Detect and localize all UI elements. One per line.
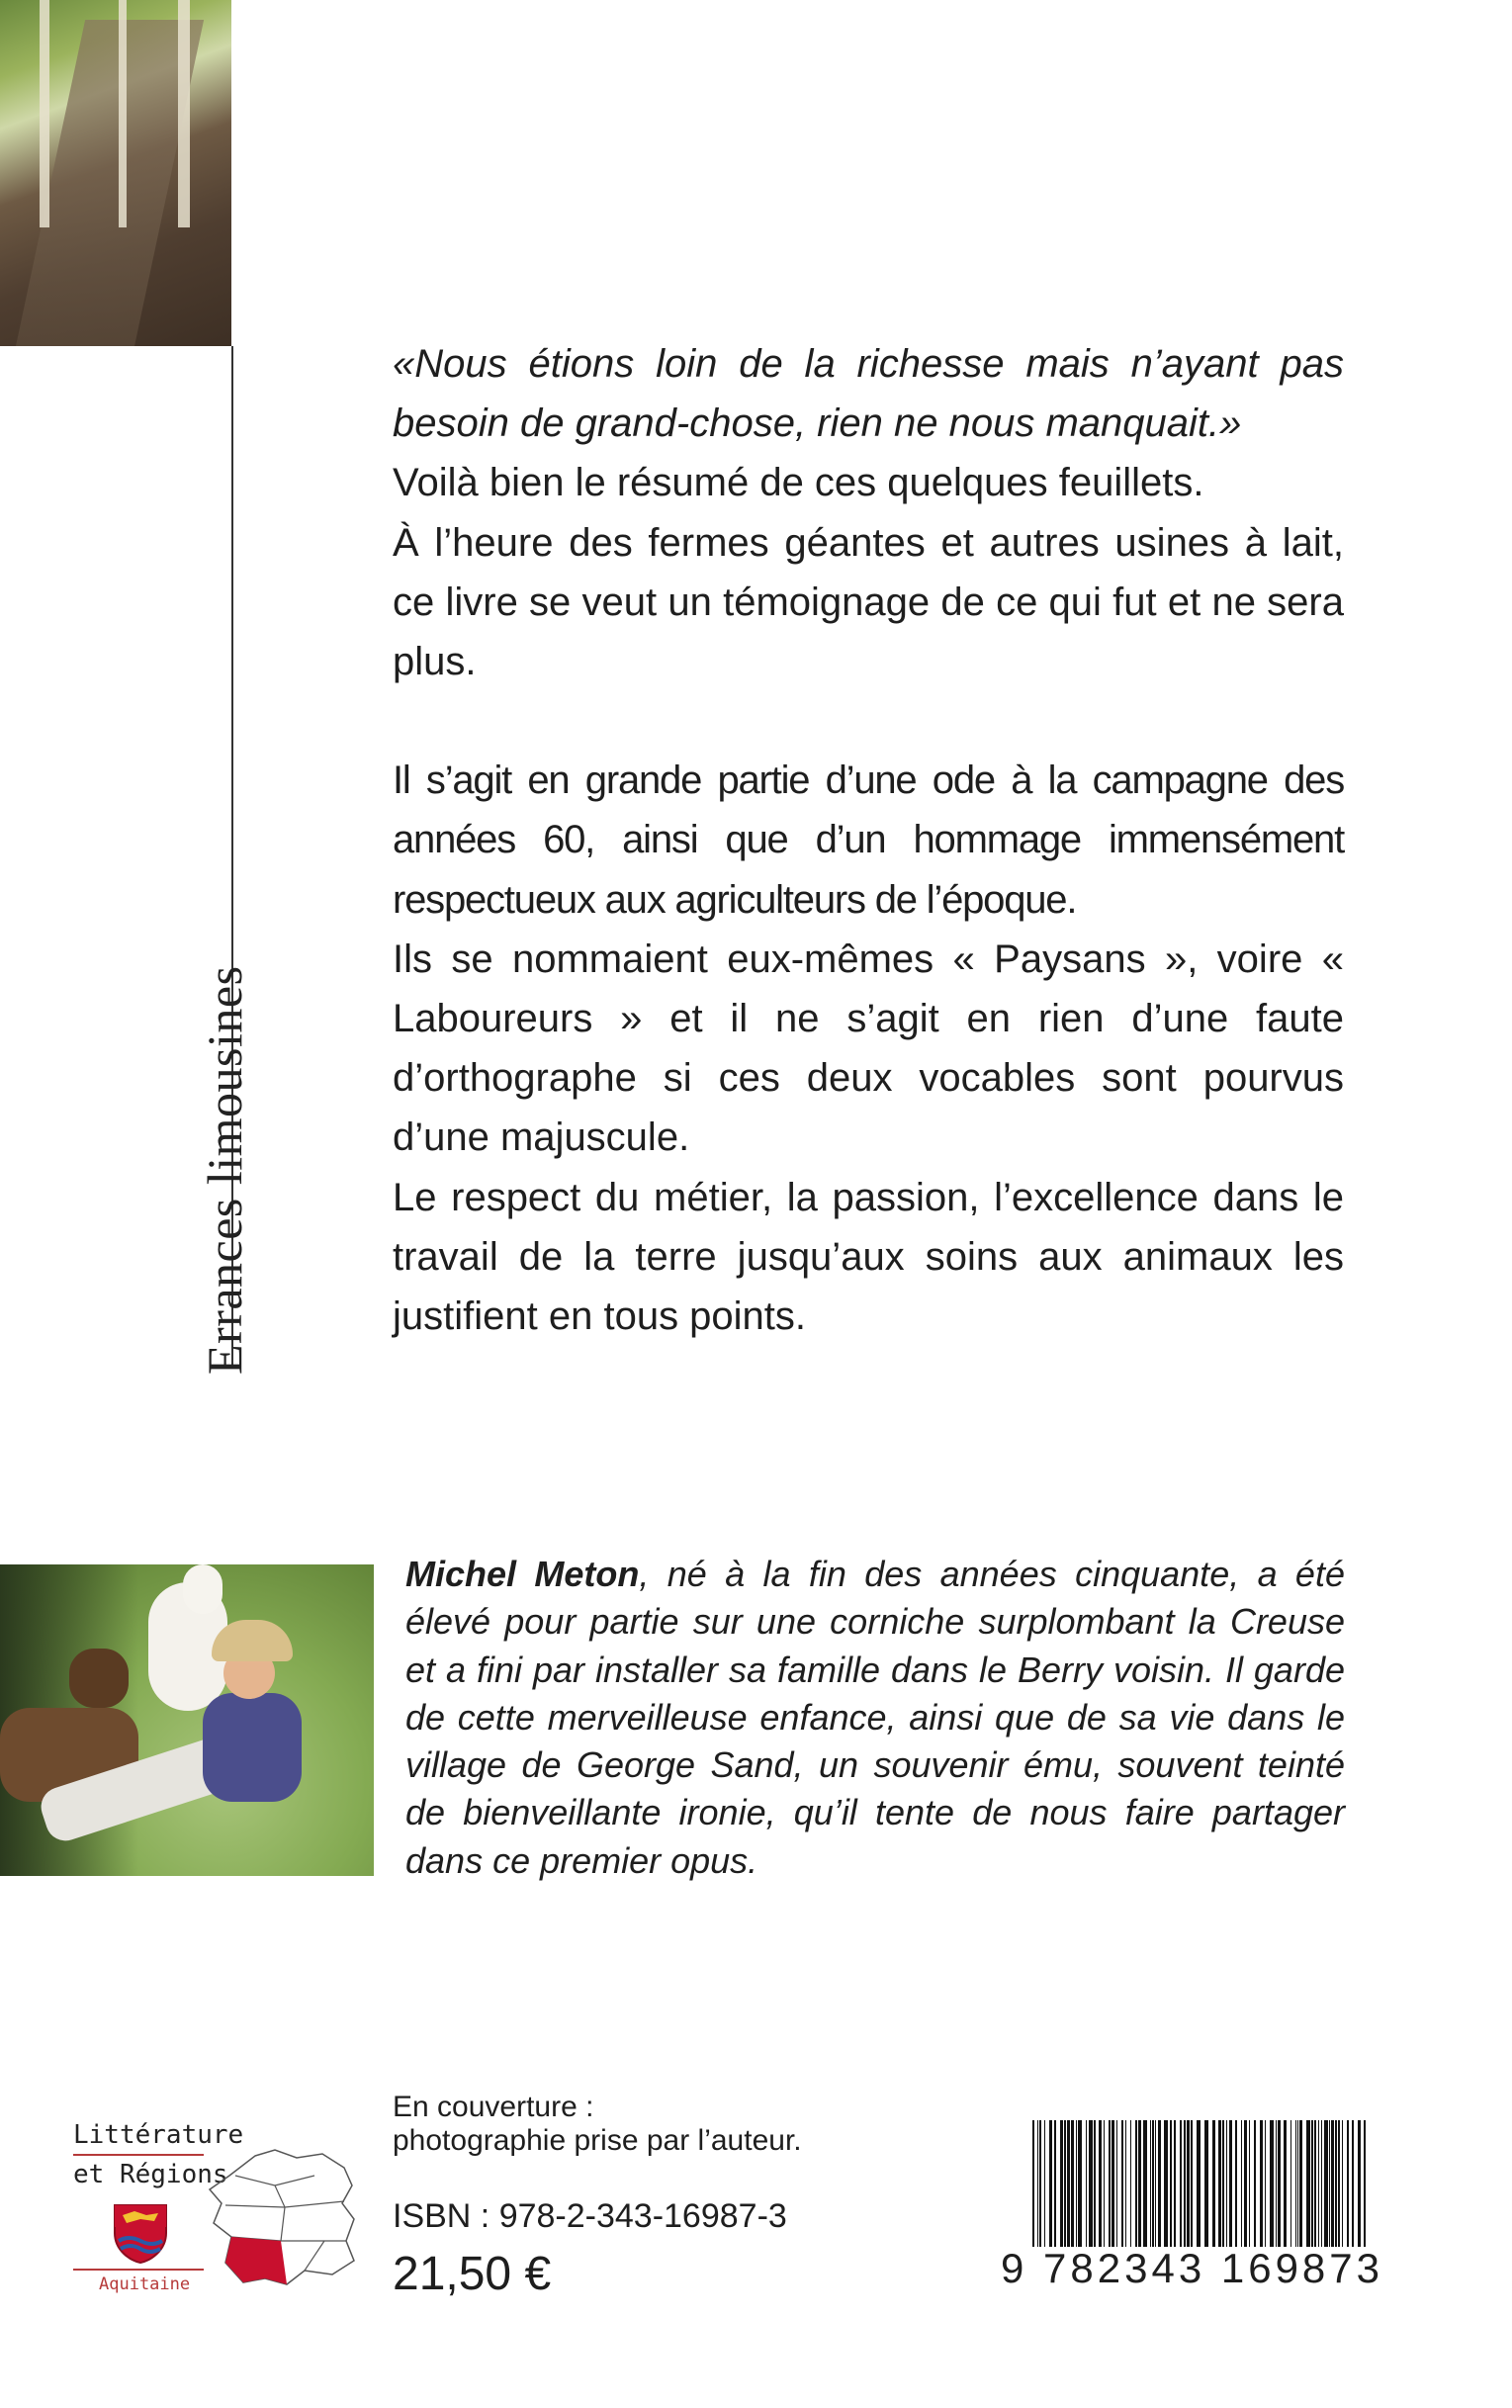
barcode-bar [1311,2120,1313,2247]
barcode-bar [1347,2120,1349,2247]
barcode-bar [1290,2120,1291,2247]
credit-line2: photographie prise par l’auteur. [393,2124,802,2157]
blurb-paragraph: Le respect du métier, la passion, l’excellence dans le travail de la terre jusqu’aux soins aux animaux les justifient en tous points. [393,1175,1344,1339]
logo-line1: Littérature [73,2120,244,2150]
barcode-bar [1067,2120,1070,2247]
barcode-bar [1297,2120,1298,2247]
back-cover-blurb [393,334,1344,1346]
barcode-bar [1241,2120,1242,2247]
barcode-bar [1071,2120,1074,2247]
barcode-bar [1265,2120,1266,2247]
barcode-bar [1204,2120,1208,2247]
publisher-series-logo [73,2116,360,2314]
barcode-bar [1278,2120,1281,2247]
barcode-bar [1037,2120,1038,2247]
barcode-bar [1180,2120,1182,2247]
barcode-bar [1364,2120,1366,2247]
ean-barcode [989,2120,1383,2298]
barcode-bar [1197,2120,1201,2247]
barcode-bar [1112,2120,1114,2247]
barcode-bar [1184,2120,1186,2247]
blurb-quote-line2: besoin de grand-chose, rien ne nous manquait.» [393,401,1242,446]
barcode-bar [1174,2120,1176,2247]
coat-of-arms-icon [111,2203,170,2265]
barcode-bar [1143,2120,1147,2247]
barcode-bar [1121,2120,1123,2247]
blurb-quote-line1: «Nous étions loin de la richesse mais n’ayant pas [393,342,1344,386]
credit-line1: En couverture : [393,2091,594,2123]
barcode-bar [1116,2120,1117,2247]
barcode-bar [1284,2120,1287,2247]
barcode-bar [1150,2120,1151,2247]
barcode-bar [1044,2120,1045,2247]
blurb-paragraph: Il s’agit en grande partie d’une ode à la campagne des années 60, ainsi que d’un hommage immensément respectueux aux agriculteurs de l’époque. [393,758,1344,922]
isbn: ISBN : 978-2-343-16987-3 [393,2197,787,2235]
blurb-paragraph: À l’heure des fermes géantes et autres usines à lait, ce livre se veut un témoignage de ce qui fut et ne sera plus. [393,520,1344,684]
cover-credit [393,2091,802,2158]
barcode-bar [1076,2120,1077,2247]
barcode-bar [1342,2120,1343,2247]
barcode-bar [1125,2120,1126,2247]
barcode-bar [1235,2120,1237,2247]
barcode-bar [1226,2120,1227,2247]
barcode-bar [1335,2120,1337,2247]
barcode-bar [1086,2120,1087,2247]
barcode-bar [1094,2120,1096,2247]
barcode-bar [1212,2120,1215,2247]
barcode-bar [1329,2120,1330,2247]
barcode-bar [1270,2120,1274,2247]
barcode-bar [1249,2120,1250,2247]
logo-region: Aquitaine [99,2274,191,2294]
author-photo [0,1564,374,1876]
barcode-bar [1321,2120,1322,2247]
barcode-bar [1299,2120,1302,2247]
barcode-bar [1158,2120,1161,2247]
barcode-bar [1060,2120,1063,2247]
france-regions-map-icon [206,2146,364,2294]
barcode-bar [1324,2120,1328,2247]
barcode-bar [1109,2120,1111,2247]
barcode-bar [1331,2120,1334,2247]
barcode-bar [1222,2120,1224,2247]
barcode-bar [1064,2120,1066,2247]
barcode-bar [1358,2120,1361,2247]
barcode-bars [989,2120,1375,2249]
cover-photo-forest-path [0,0,231,346]
barcode-bar [1099,2120,1102,2247]
barcode-bar [1089,2120,1093,2247]
logo-line2: et Régions [73,2160,228,2189]
barcode-bar [1049,2120,1052,2247]
barcode-bar [1306,2120,1310,2247]
blurb-paragraph: Voilà bien le résumé de ces quelques feuillets. [393,461,1204,505]
barcode-bar [1254,2120,1256,2247]
barcode-bar [1039,2120,1041,2247]
barcode-bar [1138,2120,1141,2247]
barcode-bar [1187,2120,1190,2247]
barcode-bar [1318,2120,1319,2247]
barcode-bar [1152,2120,1154,2247]
barcode-bar [1218,2120,1221,2247]
barcode-bar [1295,2120,1296,2247]
author-bio-text: , né à la fin des années cinquante, a été élevé pour partie sur une corniche surplombant la Creuse et a fini par installer sa famille dans le Berry voisin. Il garde de cette merveilleuse enfance, ainsi que de sa vie dans le village de George Sand, un souvenir ému, souvent teinté de bienveillante ironie, qu’il tente de nous faire partager dans ce premier opus. [405,1554,1345,1881]
barcode-bar [1078,2120,1082,2247]
barcode-bar [1314,2120,1316,2247]
barcode-bar [1338,2120,1340,2247]
barcode-bar [1032,2120,1034,2247]
blurb-paragraph: Ils se nommaient eux-mêmes « Paysans », voire « Laboureurs » et il ne s’agit en rien d’une faute d’orthographe si ces deux vocables sont pourvus d’une majuscule. [393,936,1344,1160]
author-name: Michel Meton [405,1554,640,1594]
barcode-bar [1170,2120,1172,2247]
barcode-bar [1130,2120,1131,2247]
series-title: Errances limousines [197,965,252,1375]
barcode-bar [1164,2120,1168,2247]
barcode-bar [1104,2120,1105,2247]
barcode-digits: 9 782343 169873 [1001,2245,1383,2291]
barcode-bar [1054,2120,1056,2247]
barcode-bar [1155,2120,1156,2247]
barcode-bar [1260,2120,1263,2247]
barcode-bar [1191,2120,1193,2247]
barcode-bar [1135,2120,1137,2247]
barcode-bar [1229,2120,1232,2247]
price: 21,50 € [393,2248,552,2300]
barcode-bar [1276,2120,1277,2247]
barcode-bar [1244,2120,1247,2247]
author-bio [405,1551,1345,1885]
barcode-bar [1352,2120,1354,2247]
